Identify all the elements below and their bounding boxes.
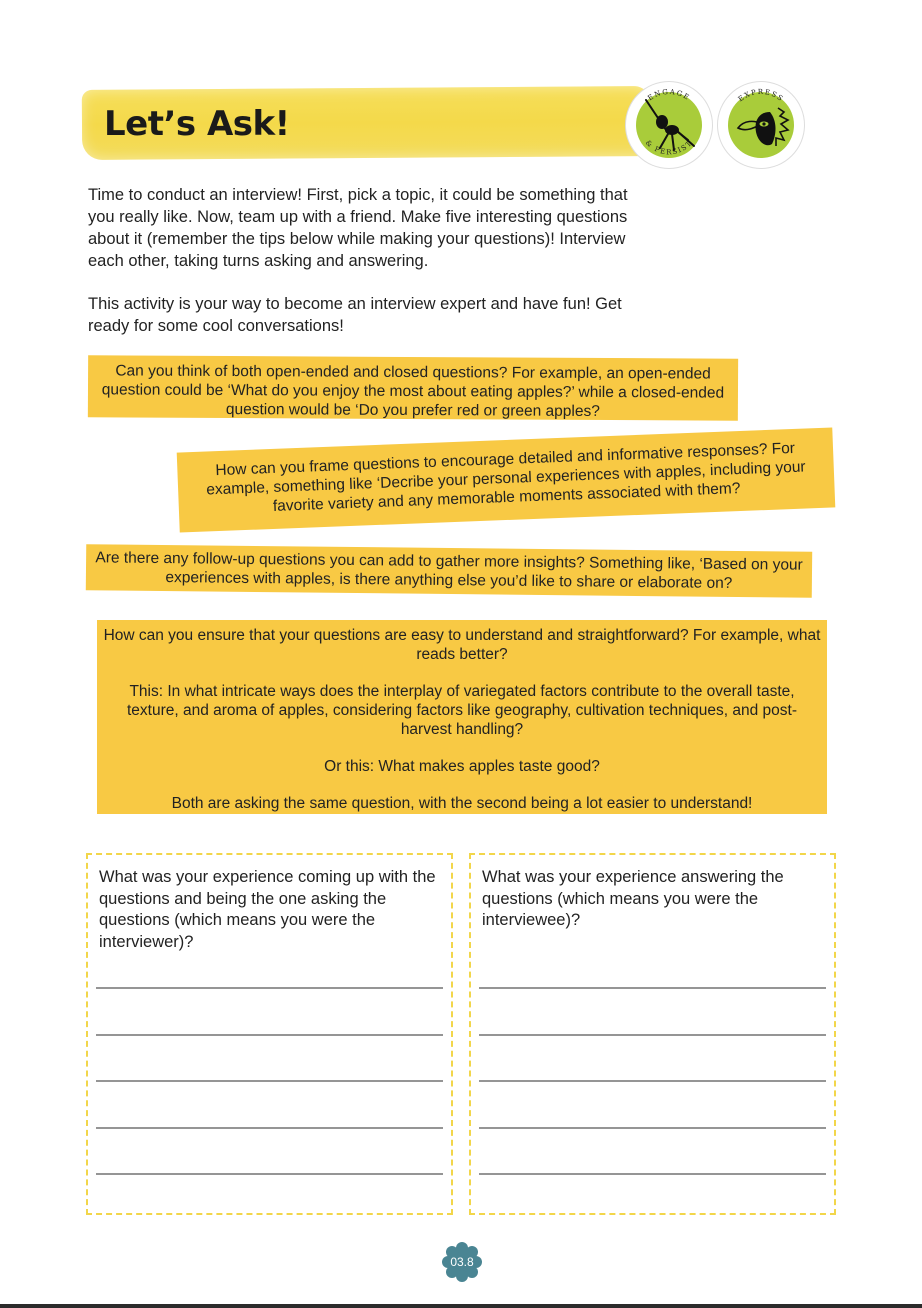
bird-sun-icon (718, 82, 804, 168)
svg-text:& PERSIST: & PERSIST (643, 138, 695, 157)
tip-card-clarity (97, 620, 827, 814)
answer-line[interactable] (96, 1173, 443, 1175)
tip-text: Can you think of both open-ended and closed questions? For example, an open-ended question could be ‘What do you enjoy the most about eating apples?’ while a closed-ended question would be ‘Do you prefer red or green apples? (101, 362, 725, 420)
bottom-edge-bar (0, 1304, 922, 1308)
answer-line[interactable] (96, 987, 443, 989)
answer-line[interactable] (96, 1080, 443, 1082)
reflection-prompt: What was your experience coming up with the questions and being the one asking the questions (which means you were the interviewer)? (99, 868, 436, 951)
answer-line[interactable] (479, 987, 826, 989)
intro-paragraph: Time to conduct an interview! First, pick a topic, it could be something that you really like. Now, team up with a friend. Make five interesting questions about it (remember the tips below while making your questions)! Interview each other, taking turns asking and answering. (88, 186, 628, 270)
page-number: 03.8 (450, 1255, 474, 1269)
engage-persist-badge (626, 82, 712, 168)
tip-text: How can you frame questions to encourage detailed and informative responses? For example, something like ‘Decribe your personal experiences with apples, including your favorite variety and any memorable moments associated with them? (206, 439, 806, 515)
answer-line[interactable] (479, 1034, 826, 1036)
interviewee-reflection-box (469, 853, 836, 1215)
express-badge (718, 82, 804, 168)
tip-card-detailed-responses (177, 427, 836, 532)
reflection-prompt: What was your experience answering the questions (which means you were the interviewee)? (482, 868, 784, 929)
answer-line[interactable] (479, 1127, 826, 1129)
tip-text: How can you ensure that your questions are easy to understand and straightforward? For example, what reads better? (103, 627, 821, 663)
intro-paragraph: This activity is your way to become an interview expert and have fun! Get ready for some cool conversations! (88, 295, 622, 335)
ant-icon (626, 82, 712, 168)
answer-line[interactable] (96, 1034, 443, 1036)
intro-text (88, 184, 648, 358)
tip-text: This: In what intricate ways does the interplay of variegated factors contribute to the overall taste, texture, and aroma of apples, considering factors like geography, cultivation techniques, and post-harvest handling? (126, 683, 798, 738)
answer-line[interactable] (479, 1080, 826, 1082)
tip-text: Are there any follow-up questions you can add to gather more insights? Something like, ‘Based on your experiences with apples, is there anything else you’d like to share or elaborate on? (95, 549, 803, 592)
tip-text: Or this: What makes apples taste good? (324, 758, 600, 775)
svg-text:EXPRESS: EXPRESS (736, 87, 786, 104)
tip-text: Both are asking the same question, with the second being a lot easier to understand! (171, 795, 753, 812)
interviewer-reflection-box (86, 853, 453, 1215)
tip-card-open-closed (88, 355, 738, 420)
page-title: Let’s Ask! (104, 104, 290, 144)
answer-line[interactable] (96, 1127, 443, 1129)
answer-line[interactable] (479, 1173, 826, 1175)
svg-text:ENGAGE: ENGAGE (646, 87, 692, 103)
page-number-badge (441, 1241, 483, 1283)
tip-card-follow-up (86, 544, 812, 598)
